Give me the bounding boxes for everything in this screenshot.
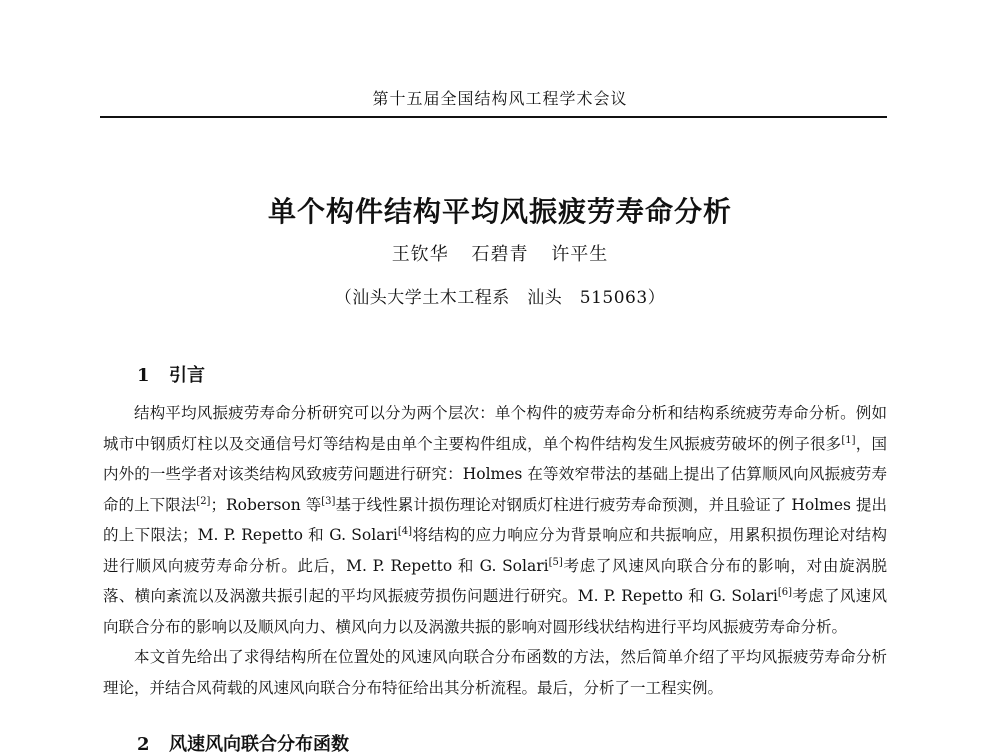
text-run: 将结构的应力响应分为背景响应和共振响应，用累积损伤理论对结构进行顺风向疲劳寿命分析。此后，M. P. Repetto 和 G. Solari xyxy=(103,526,887,575)
citation-ref: [2] xyxy=(196,495,211,507)
citation-ref: [1] xyxy=(841,434,856,446)
introduction-body xyxy=(103,398,887,703)
author-affiliation: （汕头大学土木工程系 汕头 515063） xyxy=(334,288,666,308)
citation-ref: [5] xyxy=(548,556,563,568)
text-run: 考虑了风速风向联合分布的影响以及顺风向力、横风向力以及涡激共振的影响对圆形线状结构进行平均风振疲劳寿命分析。 xyxy=(103,587,887,636)
author-name: 许平生 xyxy=(551,244,609,265)
text-run: ；Roberson 等 xyxy=(210,495,322,514)
section-number: 2 xyxy=(137,734,150,755)
text-run: ，国内外的一些学者对该类结构风致疲劳问题进行研究：Holmes 在等效窄带法的基础上提出了估算顺风向风振疲劳寿命的上下限法 xyxy=(103,434,887,514)
text-run: 考虑了风速风向联合分布的影响，对由旋涡脱落、横向紊流以及涡激共振引起的平均风振疲劳损伤问题进行研究。M. P. Repetto 和 G. Solari xyxy=(103,556,887,605)
citation-ref: [4] xyxy=(397,526,412,537)
paragraph xyxy=(103,398,887,642)
text-run: 结构平均风振疲劳寿命分析研究可以分为两个层次：单个构件的疲劳寿命分析和结构系统疲劳寿命分析。例如城市中钢质灯柱以及交通信号灯等结构是由单个主要构件组成，单个构件结构发生风振疲劳破坏的例子很多 xyxy=(103,404,887,453)
section-title: 引言 xyxy=(169,365,205,386)
citation-ref: [3] xyxy=(321,495,336,507)
running-header: 第十五届全国结构风工程学术会议 xyxy=(372,89,628,108)
paper-title: 单个构件结构平均风振疲劳寿命分析 xyxy=(267,195,732,228)
section-heading-wind-distribution xyxy=(137,730,349,756)
author-name: 石碧青 xyxy=(471,244,529,265)
author-list xyxy=(0,240,1000,266)
citation-ref: [6] xyxy=(777,587,793,598)
header-rule xyxy=(100,116,887,118)
paragraph: 本文首先给出了求得结构所在位置处的风速风向联合分布函数的方法，然后简单介绍了平均风振疲劳寿命分析理论，并结合风荷载的风速风向联合分布特征给出其分析流程。最后，分析了一工程实例。 xyxy=(103,648,887,697)
section-number: 1 xyxy=(137,365,150,386)
text-run: 基于线性累计损伤理论对钢质灯柱进行疲劳寿命预测，并且验证了 Holmes 提出的上下限法；M. P. Repetto 和 G. Solari xyxy=(103,495,888,544)
section-title: 风速风向联合分布函数 xyxy=(169,734,349,755)
section-heading-introduction xyxy=(137,361,205,387)
author-name: 王钦华 xyxy=(391,244,449,265)
